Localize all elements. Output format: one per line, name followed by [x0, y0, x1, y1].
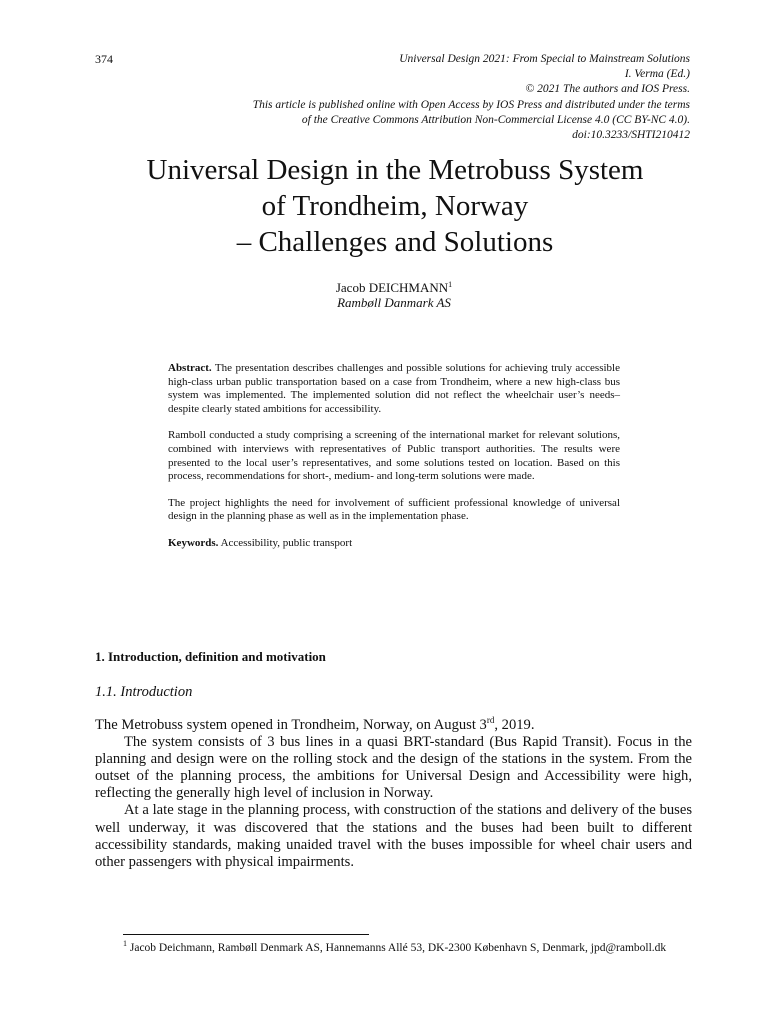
author-name-text: Jacob DEICHMANN [335, 280, 449, 295]
keywords [168, 537, 620, 551]
abstract [168, 362, 620, 564]
keywords-label: Keywords. [168, 536, 219, 549]
author-footnote-mark: 1 [448, 280, 453, 289]
body-paragraph: At a late stage in the planning process, with construction of the stations and delivery of the buses well underway, it was discovered that the stations and the buses had been built to different accessibility standards, making unaided travel with the buses impossible for wheel chair users and other passengers with physical impairments. [95, 802, 692, 870]
header-line-copyright: © 2021 The authors and IOS Press. [525, 83, 690, 96]
body-paragraph [95, 717, 692, 734]
header-line-doi: doi:10.3233/SHTI210412 [572, 129, 690, 142]
footnote-text: Jacob Deichmann, Rambøll Denmark AS, Hannemanns Allé 53, DK-2300 København S, Denmark, jpd@ramboll.dk [127, 942, 667, 954]
author-affiliation: Rambøll Danmark AS [337, 295, 451, 310]
abstract-paragraph: Ramboll conducted a study comprising a screening of the international market for relevant solutions, combined with interviews with representatives of Public transport authorities. The results were presented to the local user’s representatives, and some solutions tested on location. Based on this process, recommendations for short-, medium- and long-term solutions were made. [168, 429, 620, 483]
abstract-paragraph: The project highlights the need for involvement of sufficient professional knowledge of universal design in the planning phase as well as in the implementation phase. [168, 496, 620, 523]
ordinal-suffix: rd [486, 715, 495, 725]
footnote [95, 941, 692, 956]
subsection-heading: 1.1. Introduction [95, 684, 193, 700]
body-text-span: , 2019. [494, 717, 535, 733]
keywords-text: Accessibility, public transport [218, 536, 353, 549]
abstract-text: The presentation describes challenges and possible solutions for achieving truly accessible high-class urban public transportation based on a case from Trondheim, where a new high-class bus system was implemented. The implemented solution did not reflect the wheelchair user’s needs– despite clearly stated ambitions for accessibility. [168, 362, 620, 415]
footnote-divider [123, 934, 369, 935]
title-line: Universal Design in the Metrobuss System [146, 154, 644, 186]
title-line: – Challenges and Solutions [236, 226, 554, 258]
abstract-label: Abstract. [168, 362, 212, 374]
header-line-book-title: Universal Design 2021: From Special to Mainstream Solutions [399, 53, 690, 65]
body-text [95, 717, 692, 871]
title-line: of Trondheim, Norway [261, 190, 529, 222]
header-line-license-2: of the Creative Commons Attribution Non-Commercial License 4.0 (CC BY-NC 4.0). [301, 113, 690, 126]
header-line-editor: I. Verma (Ed.) [624, 68, 690, 81]
body-paragraph: The system consists of 3 bus lines in a quasi BRT-standard (Bus Rapid Transit). Focus in the planning and design were on the rolling stock and the design of the stations in the system. From the outset of the planning process, the ambitions for Universal Design and Accessibility were high, reflecting the generally high level of inclusion in Norway. [95, 734, 692, 802]
footnote-mark: 1 [123, 939, 127, 948]
publication-header [130, 52, 690, 143]
page-number: 374 [95, 52, 113, 66]
body-text-span: The Metrobuss system opened in Trondheim, Norway, on August 3 [95, 717, 487, 733]
abstract-paragraph [168, 362, 620, 416]
section-heading: 1. Introduction, definition and motivation [95, 649, 326, 664]
header-line-license-1: This article is published online with Open Access by IOS Press and distributed under the terms [252, 98, 690, 111]
paper-title [80, 152, 710, 260]
